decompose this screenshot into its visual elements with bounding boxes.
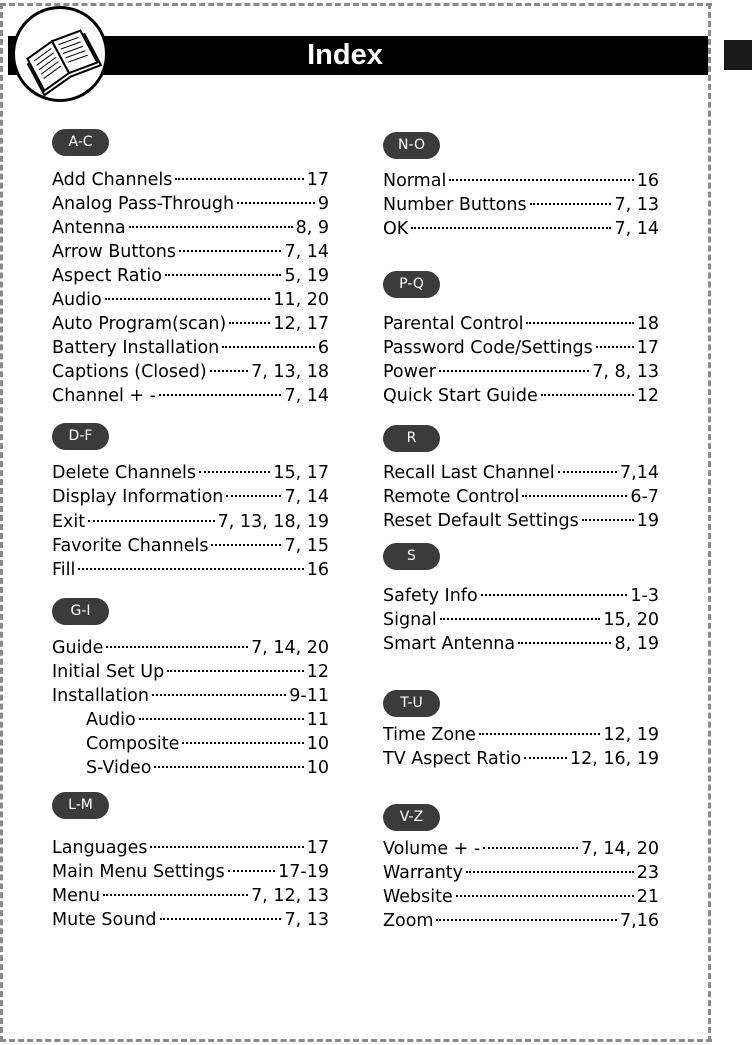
index-entry — [52, 684, 329, 708]
entry-pages: 7, 13, 18, 19 — [217, 512, 329, 532]
entry-term: Composite — [86, 734, 180, 754]
index-entry — [52, 836, 329, 860]
entry-pages: 7,14 — [620, 463, 659, 483]
entry-pages: 7, 13 — [284, 910, 329, 930]
page-border-top — [0, 3, 712, 6]
entry-term: Quick Start Guide — [383, 386, 538, 406]
index-entry — [383, 360, 659, 384]
dot-leader — [210, 370, 248, 372]
entry-term: Antenna — [52, 218, 126, 238]
section-header-v-z: V-Z — [383, 804, 440, 831]
entry-term: Favorite Channels — [52, 536, 209, 556]
index-entry — [383, 861, 659, 885]
entry-term: Time Zone — [383, 725, 476, 745]
index-entry — [52, 168, 329, 192]
entry-pages: 15, 20 — [603, 610, 659, 630]
entry-term: Signal — [383, 610, 437, 630]
dot-leader — [440, 618, 601, 620]
entry-term: Installation — [52, 686, 149, 706]
index-entry — [383, 837, 659, 861]
entry-pages: 23 — [636, 863, 659, 883]
index-entry — [383, 909, 659, 933]
entry-pages: 8, 19 — [614, 634, 659, 654]
entry-term: Menu — [52, 886, 101, 906]
entry-pages: 18 — [636, 314, 659, 334]
section-header-t-u: T-U — [383, 690, 440, 717]
entry-term: Normal — [383, 171, 447, 191]
dot-leader — [524, 757, 567, 759]
dot-leader — [483, 847, 578, 849]
entry-term: S-Video — [86, 758, 152, 778]
entry-pages: 9 — [317, 194, 329, 214]
entry-pages: 7, 14 — [284, 487, 329, 507]
entry-pages: 6 — [317, 338, 329, 358]
page-border-right — [708, 3, 711, 1042]
section-header-g-i: G-I — [52, 598, 109, 625]
entry-pages: 7, 14, 20 — [251, 638, 329, 658]
index-entry — [52, 461, 329, 485]
index-entry — [383, 485, 659, 509]
entry-pages: 17 — [306, 170, 329, 190]
entry-pages: 7, 15 — [284, 536, 329, 556]
index-entry — [52, 534, 329, 558]
dot-leader — [88, 520, 215, 522]
entry-term: Main Menu Settings — [52, 862, 225, 882]
dot-leader — [78, 568, 303, 570]
entry-term: Volume + - — [383, 839, 481, 859]
entry-pages: 21 — [636, 887, 659, 907]
dot-leader — [558, 471, 617, 473]
entry-pages: 1-3 — [630, 586, 659, 606]
entry-term: Captions (Closed) — [52, 362, 207, 382]
index-subentry — [86, 732, 329, 756]
index-entry — [383, 509, 659, 533]
dot-leader — [139, 718, 304, 720]
entry-pages: 7, 8, 13 — [592, 362, 659, 382]
dot-leader — [541, 394, 634, 396]
dot-leader — [439, 370, 589, 372]
dot-leader — [436, 919, 617, 921]
entry-pages: 17-19 — [278, 862, 329, 882]
entry-pages: 10 — [306, 758, 329, 778]
entry-term: Aspect Ratio — [52, 266, 162, 286]
entry-pages: 9-11 — [289, 686, 329, 706]
dot-leader — [129, 226, 293, 228]
page-title-text: Index — [307, 39, 383, 71]
entry-term: Display Information — [52, 487, 224, 507]
index-entry — [52, 485, 329, 509]
entry-term: Analog Pass-Through — [52, 194, 235, 214]
index-entry — [52, 510, 329, 534]
dot-leader — [526, 322, 633, 324]
dot-leader — [530, 203, 612, 205]
entry-term: Audio — [86, 710, 136, 730]
entry-term: Reset Default Settings — [383, 511, 579, 531]
section-header-p-q: P-Q — [383, 271, 440, 298]
entry-pages: 10 — [306, 734, 329, 754]
dot-leader — [165, 274, 282, 276]
index-entry — [383, 169, 659, 193]
dot-leader — [159, 394, 282, 396]
index-entry — [52, 312, 329, 336]
index-entry — [52, 384, 329, 408]
page-border-left — [0, 3, 3, 1042]
entry-pages: 16 — [636, 171, 659, 191]
index-entry — [383, 747, 659, 771]
entry-pages: 7,16 — [620, 911, 659, 931]
entry-term: Password Code/Settings — [383, 338, 593, 358]
entry-term: Add Channels — [52, 170, 173, 190]
index-entry — [383, 217, 659, 241]
entry-pages: 12, 17 — [273, 314, 329, 334]
dot-leader — [582, 519, 634, 521]
entry-pages: 17 — [306, 838, 329, 858]
dot-leader — [160, 918, 282, 920]
section-header-n-o: N-O — [383, 132, 440, 159]
index-entry — [52, 558, 329, 582]
dot-leader — [228, 870, 275, 872]
section-header-s: S — [383, 543, 440, 570]
index-subentry — [86, 756, 329, 780]
entry-pages: 15, 17 — [273, 463, 329, 483]
entry-term: TV Aspect Ratio — [383, 749, 522, 769]
dot-leader — [222, 346, 315, 348]
entry-pages: 7, 13 — [614, 195, 659, 215]
entry-term: Languages — [52, 838, 148, 858]
entry-pages: 16 — [306, 560, 329, 580]
dot-leader — [179, 250, 281, 252]
index-entry — [52, 264, 329, 288]
dot-leader — [466, 871, 634, 873]
dot-leader — [211, 544, 281, 546]
dot-leader — [518, 642, 611, 644]
entry-term: Audio — [52, 290, 102, 310]
index-entry — [383, 312, 659, 336]
index-entry — [52, 216, 329, 240]
dot-leader — [226, 495, 281, 497]
entry-term: Arrow Buttons — [52, 242, 176, 262]
side-tab-marker — [724, 40, 752, 70]
index-entry — [383, 584, 659, 608]
dot-leader — [522, 495, 627, 497]
dot-leader — [199, 471, 270, 473]
entry-pages: 17 — [636, 338, 659, 358]
index-entry — [383, 336, 659, 360]
dot-leader — [150, 846, 303, 848]
entry-pages: 19 — [636, 511, 659, 531]
index-entry — [383, 608, 659, 632]
index-entry — [383, 885, 659, 909]
dot-leader — [154, 766, 303, 768]
index-entry — [383, 461, 659, 485]
entry-term: Delete Channels — [52, 463, 197, 483]
entry-term: Parental Control — [383, 314, 524, 334]
entry-pages: 7, 14, 20 — [581, 839, 659, 859]
dot-leader — [182, 742, 303, 744]
entry-pages: 8, 9 — [295, 218, 329, 238]
index-entry — [52, 336, 329, 360]
entry-term: Smart Antenna — [383, 634, 516, 654]
entry-term: Battery Installation — [52, 338, 220, 358]
dot-leader — [456, 895, 634, 897]
index-entry — [52, 660, 329, 684]
index-entry — [52, 884, 329, 908]
dot-leader — [106, 646, 248, 648]
entry-pages: 12, 19 — [603, 725, 659, 745]
dot-leader — [481, 594, 628, 596]
index-entry — [52, 908, 329, 932]
index-entry — [52, 288, 329, 312]
entry-term: Zoom — [383, 911, 434, 931]
index-entry — [52, 636, 329, 660]
section-header-l-m: L-M — [52, 792, 109, 819]
dot-leader — [105, 298, 271, 300]
entry-pages: 6-7 — [630, 487, 659, 507]
entry-term: Recall Last Channel — [383, 463, 555, 483]
index-entry — [383, 632, 659, 656]
dot-leader — [167, 670, 304, 672]
entry-term: Fill — [52, 560, 76, 580]
dot-leader — [229, 322, 270, 324]
entry-pages: 12, 16, 19 — [569, 749, 659, 769]
index-entry — [52, 860, 329, 884]
entry-pages: 12 — [636, 386, 659, 406]
index-entry — [383, 384, 659, 408]
dot-leader — [152, 694, 286, 696]
entry-term: Channel + - — [52, 386, 156, 406]
entry-pages: 7, 13, 18 — [251, 362, 329, 382]
entry-term: Remote Control — [383, 487, 520, 507]
dot-leader — [103, 894, 248, 896]
section-header-a-c: A-C — [52, 129, 109, 156]
page-border-bottom — [0, 1039, 712, 1042]
entry-term: Website — [383, 887, 453, 907]
entry-term: Number Buttons — [383, 195, 527, 215]
entry-pages: 7, 12, 13 — [251, 886, 329, 906]
open-book-icon — [12, 6, 108, 102]
entry-term: Initial Set Up — [52, 662, 165, 682]
entry-term: Guide — [52, 638, 104, 658]
dot-leader — [479, 733, 600, 735]
index-entry — [52, 192, 329, 216]
index-subentry — [86, 708, 329, 732]
index-entry — [383, 193, 659, 217]
entry-term: Exit — [52, 512, 86, 532]
dot-leader — [237, 202, 315, 204]
index-entry — [52, 360, 329, 384]
dot-leader — [411, 227, 611, 229]
dot-leader — [175, 178, 303, 180]
entry-term: Warranty — [383, 863, 464, 883]
index-entry — [52, 240, 329, 264]
index-entry — [383, 723, 659, 747]
dot-leader — [449, 179, 633, 181]
entry-term: Safety Info — [383, 586, 478, 606]
entry-pages: 5, 19 — [284, 266, 329, 286]
entry-term: Power — [383, 362, 436, 382]
entry-term: OK — [383, 219, 409, 239]
entry-pages: 11 — [306, 710, 329, 730]
dot-leader — [596, 346, 634, 348]
section-header-d-f: D-F — [52, 423, 109, 450]
entry-pages: 11, 20 — [273, 290, 329, 310]
section-header-r: R — [383, 425, 440, 452]
entry-pages: 12 — [306, 662, 329, 682]
entry-pages: 7, 14 — [614, 219, 659, 239]
entry-term: Auto Program(scan) — [52, 314, 227, 334]
entry-term: Mute Sound — [52, 910, 157, 930]
entry-pages: 7, 14 — [284, 386, 329, 406]
entry-pages: 7, 14 — [284, 242, 329, 262]
